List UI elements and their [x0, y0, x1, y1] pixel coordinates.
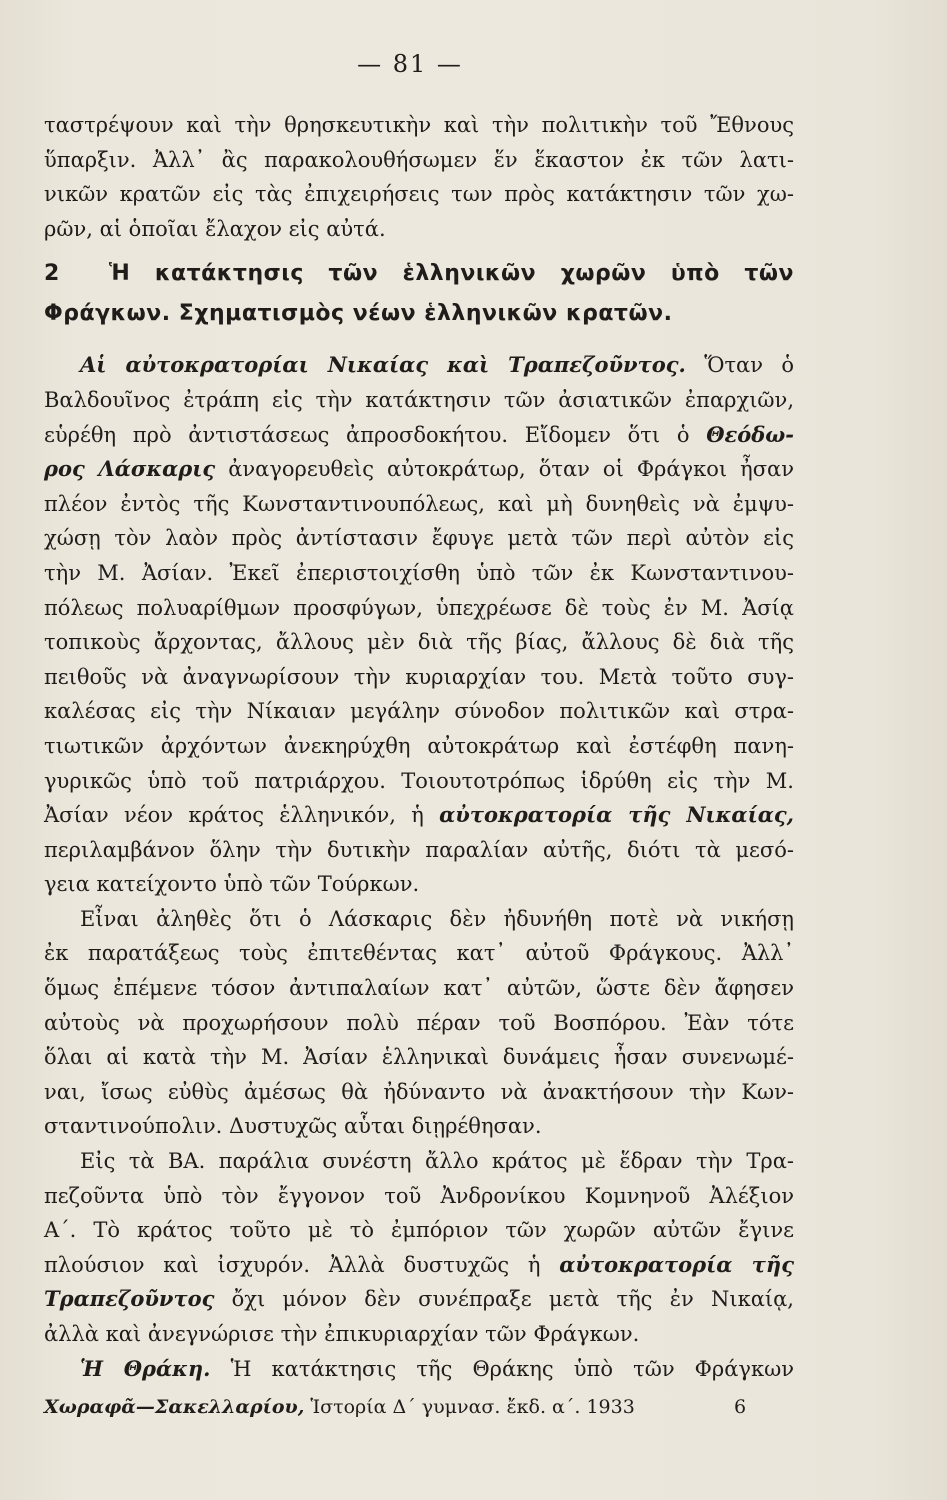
- text-line: χώσῃ τὸν λαὸν πρὸς ἀντίστασιν ἔφυγε μετὰ τῶν περὶ αὐτὸν εἰς: [44, 526, 794, 551]
- footer-sheet-number: 6: [734, 1396, 747, 1418]
- section-title-line: Φράγκων. Σχηματισμὸς νέων ἑλληνικῶν κρατῶν.: [44, 301, 673, 327]
- footer-book-title: Ἱστορία Δ΄ γυμνασ. ἔκδ. α΄. 1933: [310, 1396, 635, 1418]
- section-title-part: Ἡ κατάκτησις τῶν ἑλληνικῶν χωρῶν ὑπὸ τῶν: [108, 261, 794, 287]
- section-heading: [44, 254, 794, 334]
- text-line: τὴν Μ. Ἀσίαν. Ἐκεῖ ἐπεριστοιχίσθη ὑπὸ τῶν ἐκ Κωνσταντινου-: [44, 560, 794, 585]
- text-line: περιλαμβάνον ὅλην τὴν δυτικὴν παραλίαν αὐτῆς, διότι τὰ μεσό-: [44, 837, 794, 862]
- page-body: [44, 108, 794, 1386]
- text-run: ἀναγορευθεὶς αὐτοκράτωρ, ὅταν οἱ Φράγκοι ἦσαν: [228, 457, 794, 482]
- text-line: πόλεως πολυαρίθμων προσφύγων, ὑπεχρέωσε δὲ τοὺς ἐν Μ. Ἀσίᾳ: [44, 595, 794, 620]
- text-line: Εἰς τὰ ΒΑ. παράλια συνέστη ἄλλο κράτος μὲ ἕδραν τὴν Τρα-: [80, 1149, 794, 1174]
- text-line: αὐτοὺς νὰ προχωρήσουν πολὺ πέραν τοῦ Βοσπόρου. Ἐὰν τότε: [44, 1010, 794, 1035]
- text-line: τιωτικῶν ἀρχόντων ἀνεκηρύχθη αὐτοκράτωρ καὶ ἐστέφθη πανη-: [44, 733, 794, 758]
- text-line: ὅμως ἐπέμενε τόσον ἀντιπαλαίων κατ᾽ αὐτῶν, ὥστε δὲν ἄφησεν: [44, 976, 794, 1001]
- text-line: ναι, ἴσως εὐθὺς ἀμέσως θὰ ἠδύναντο νὰ ἀνακτήσουν τὴν Κων-: [44, 1079, 794, 1104]
- footer-authors: Χωραφᾶ—Σακελλαρίου,: [44, 1396, 305, 1418]
- text-line: γυρικῶς ὑπὸ τοῦ πατριάρχου. Τοιουτοτρόπως ἱδρύθη εἰς τὴν Μ.: [44, 768, 794, 793]
- text-line: νικῶν κρατῶν εἰς τὰς ἐπιχειρήσεις των πρὸς κατάκτησιν τῶν χω-: [44, 182, 794, 207]
- text-run: Ἡ κατάκτησις τῆς Θράκης ὑπὸ τῶν Φράγκων: [230, 1356, 794, 1381]
- term-emphasis: Τραπεζοῦντος: [44, 1286, 215, 1312]
- paragraph-trebizond: [44, 1144, 794, 1352]
- name-emphasis: Θεόδω-: [706, 421, 794, 447]
- text-line: ἐκ παρατάξεως τοὺς ἐπιτεθέντας κατ᾽ αὐτοῦ Φράγκους. Ἀλλ᾽: [44, 941, 794, 966]
- text-line: Βαλδουῖνος ἐτράπη εἰς τὴν κατάκτησιν τῶν ἀσιατικῶν ἐπαρχιῶν,: [44, 387, 794, 412]
- text-line: Εἶναι ἀληθὲς ὅτι ὁ Λάσκαρις δὲν ἠδυνήθη ποτὲ νὰ νικήσῃ: [80, 906, 794, 931]
- name-emphasis: ρος Λάσκαρις: [44, 456, 216, 482]
- text-line: ἀλλὰ καὶ ἀνεγνώρισε τὴν ἐπικυριαρχίαν τῶν Φράγκων.: [44, 1322, 640, 1346]
- text-line: [44, 452, 794, 487]
- text-line: Α΄. Τὸ κράτος τοῦτο μὲ τὸ ἐμπόριον τῶν χωρῶν αὐτῶν ἔγινε: [44, 1218, 794, 1243]
- text-line: πεζοῦντα ὑπὸ τὸν ἔγγονον τοῦ Ἀνδρονίκου Κομνηνοῦ Ἀλέξιον: [44, 1183, 794, 1208]
- paragraph-lead: Ἡ Θράκη.: [80, 1355, 211, 1381]
- text-line: καλέσας εἰς τὴν Νίκαιαν μεγάλην σύνοδον πολιτικῶν καὶ στρα-: [44, 699, 794, 724]
- term-emphasis: αὐτοκρατορία τῆς: [559, 1251, 794, 1277]
- paragraph-nicaea-trebizond: [44, 348, 794, 902]
- text-line: γεια κατείχοντο ὑπὸ τῶν Τούρκων.: [44, 872, 420, 897]
- text-run: ὄχι μόνον δὲν συνέπραξε μετὰ τῆς ἐν Νικαίᾳ,: [231, 1287, 794, 1312]
- text-run: εὑρέθη πρὸ ἀντιστάσεως ἀπροσδοκήτου. Εἴδομεν ὅτι ὁ: [44, 422, 690, 447]
- text-line: σταντινούπολιν. Δυστυχῶς αὗται διῃρέθησαν.: [44, 1114, 542, 1139]
- text-line: [44, 1282, 794, 1317]
- text-line: [44, 1248, 794, 1283]
- paragraph-thrace: [44, 1352, 794, 1387]
- text-run: πλούσιον καὶ ἰσχυρόν. Ἀλλὰ δυστυχῶς ἡ: [44, 1252, 541, 1277]
- text-line: πλέον ἐντὸς τῆς Κωνσταντινουπόλεως, καὶ μὴ δυνηθεὶς νὰ ἐμψυ-: [44, 491, 794, 516]
- text-line: ρῶν, αἱ ὁποῖαι ἔλαχον εἰς αὐτά.: [44, 216, 386, 241]
- section-number: 2: [44, 261, 60, 287]
- intro-paragraph: [44, 108, 794, 246]
- text-line: [44, 348, 794, 383]
- paragraph-lead: Αἱ αὐτοκρατορίαι Νικαίας καὶ Τραπεζοῦντος.: [80, 352, 686, 378]
- text-line: τοπικοὺς ἄρχοντας, ἄλλους μὲν διὰ τῆς βίας, ἄλλους δὲ διὰ τῆς: [44, 630, 794, 655]
- text-line: ὅλαι αἱ κατὰ τὴν Μ. Ἀσίαν ἑλληνικαὶ δυνάμεις ἦσαν συνενωμέ-: [44, 1045, 794, 1070]
- section-title-line: [44, 254, 794, 294]
- paragraph-laskaris: [44, 902, 794, 1144]
- text-run: Ἀσίαν νέον κράτος ἑλληνικόν, ἡ: [44, 803, 424, 828]
- page-footer: [44, 1392, 794, 1422]
- text-line: πειθοῦς νὰ ἀναγνωρίσουν τὴν κυριαρχίαν του. Μετὰ τοῦτο συγ-: [44, 664, 794, 689]
- text-line: [44, 418, 794, 453]
- page-number: — 81 —: [357, 50, 463, 78]
- text-line: ταστρέψουν καὶ τὴν θρησκευτικὴν καὶ τὴν πολιτικὴν τοῦ Ἔθνους: [44, 113, 794, 137]
- term-emphasis: αὐτοκρατορία τῆς Νικαίας,: [439, 802, 794, 828]
- text-line: [44, 1352, 794, 1387]
- text-line: [44, 798, 794, 833]
- text-line: ὕπαρξιν. Ἀλλ᾽ ἂς παρακολουθήσωμεν ἕν ἕκαστον ἐκ τῶν λατι-: [44, 147, 794, 172]
- text-run: Ὅταν ὁ: [704, 353, 794, 378]
